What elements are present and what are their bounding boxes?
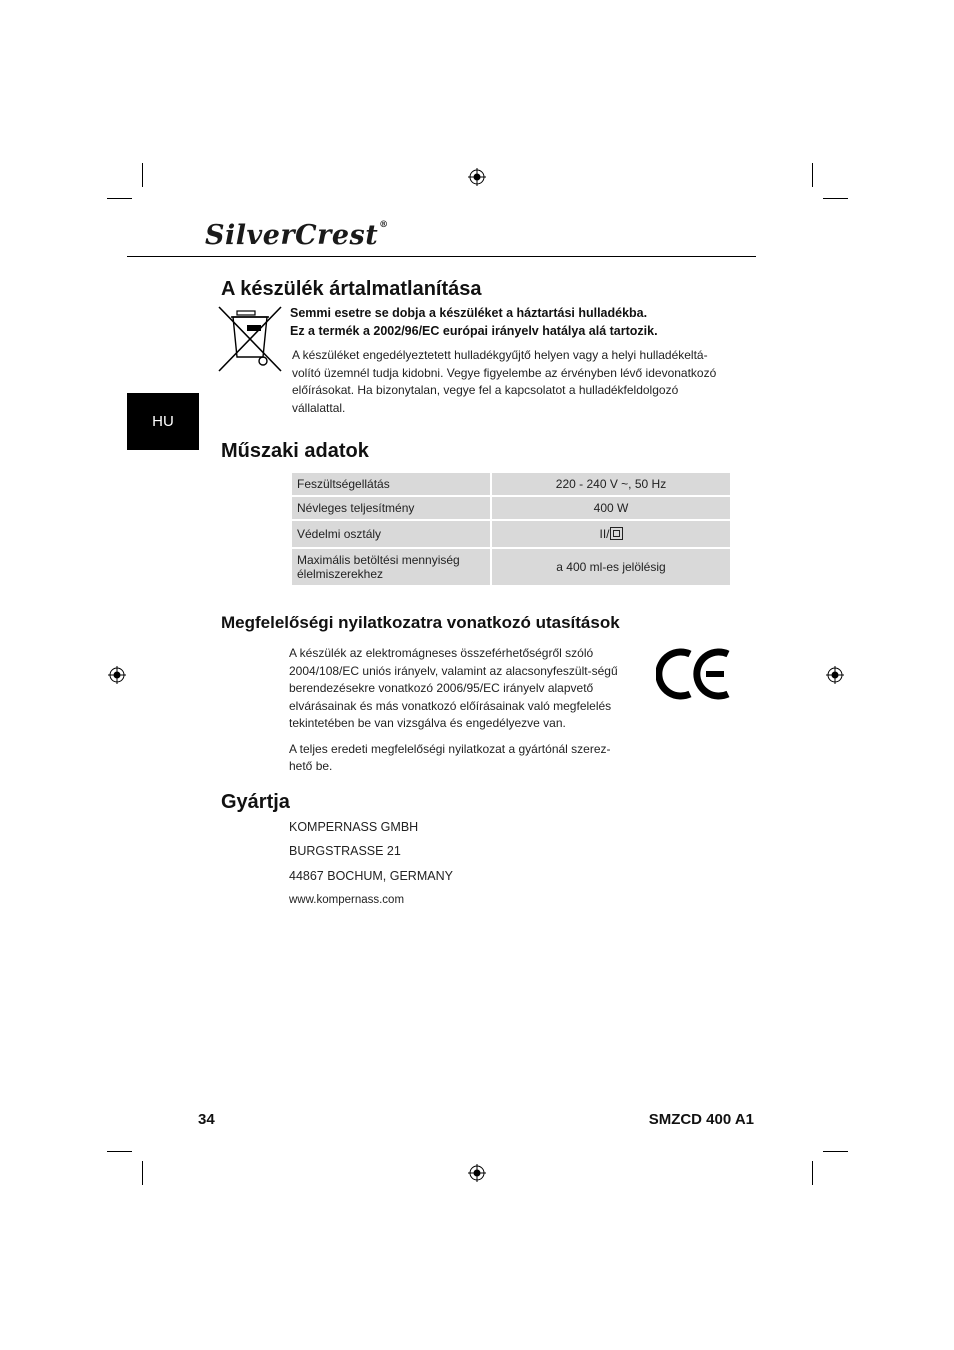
manufacturer-city: 44867 BOCHUM, GERMANY [289, 869, 453, 883]
crop-mark [142, 163, 143, 187]
crop-mark [823, 198, 848, 199]
spec-value: 220 - 240 V ~, 50 Hz [492, 473, 730, 495]
table-row [292, 473, 730, 495]
table-row [292, 549, 730, 585]
registration-mark-icon [108, 666, 126, 684]
crop-mark [812, 1161, 813, 1185]
crop-mark [107, 1151, 132, 1152]
manufacturer-name: KOMPERNASS GMBH [289, 820, 419, 834]
protection-class-ii-icon [610, 527, 623, 540]
conformity-text: A készülék az elektromágneses összeférhetőségről szóló 2004/108/EC uniós irányelv, valamint az alacsonyfeszült-ségű berendezésekre vonatkozó 2006/95/EC irányelv alapvető elvárásainak és más vonatkozó előírásainak való megfelelés tekintetében be van vizsgálva és engedélyezve van. A teljes eredeti megfelelőségi nyilatkozat a gyártónál szerez-hető be. [289, 646, 618, 773]
manufacturer-heading: Gyártja [221, 791, 290, 813]
disposal-text: A készüléket engedélyeztetett hulladékgyűjtő helyen vagy a helyi hulladékeltá-volító üzemnél tudja kidobni. Vegye figyelembe az érvényben lévő idevonatkozó előírásokat. Ha bizonytalan, vegye fel a kapcsolatot a hulladékfeldolgozó vállalattal. [292, 348, 717, 415]
table-row [292, 497, 730, 519]
language-tab: HU [127, 393, 199, 450]
spec-label: Maximális betöltési mennyiség élelmiszerekhez [292, 549, 490, 585]
disposal-heading: A készülék ártalmatlanítása [221, 278, 482, 300]
crop-mark [142, 1161, 143, 1185]
spec-value-protection-class: II/ [492, 521, 730, 547]
disposal-warning-line: Semmi esetre se dobja a készüléket a háztartási hulladékba. [290, 306, 648, 320]
spec-value: a 400 ml-es jelölésig [492, 549, 730, 585]
ce-mark-icon [656, 648, 732, 700]
specs-heading: Műszaki adatok [221, 440, 369, 462]
spec-label: Védelmi osztály [292, 521, 490, 547]
spec-value: 400 W [492, 497, 730, 519]
model-number: SMZCD 400 A1 [648, 1111, 754, 1128]
registration-mark-icon [826, 666, 844, 684]
table-row [292, 521, 730, 547]
registration-mark-icon [468, 168, 486, 186]
conformity-heading: Megfelelőségi nyilatkozatra vonatkozó utasítások [221, 613, 620, 632]
header-rule [127, 256, 756, 257]
spec-label: Feszültségellátás [292, 473, 490, 495]
manufacturer-street: BURGSTRASSE 21 [289, 844, 401, 858]
registration-mark-icon [468, 1164, 486, 1182]
crop-mark [107, 198, 132, 199]
disposal-warning-line: Ez a termék a 2002/96/EC európai irányelv hatálya alá tartozik. [290, 324, 658, 338]
page-number: 34 [198, 1111, 215, 1128]
brand-logo: SilverCrest® [205, 220, 389, 251]
specs-table [290, 471, 732, 587]
manufacturer-website: www.kompernass.com [289, 894, 405, 906]
spec-label: Névleges teljesítmény [292, 497, 490, 519]
crop-mark [823, 1151, 848, 1152]
crossed-out-wheelie-bin-icon [217, 305, 283, 373]
crop-mark [812, 163, 813, 187]
